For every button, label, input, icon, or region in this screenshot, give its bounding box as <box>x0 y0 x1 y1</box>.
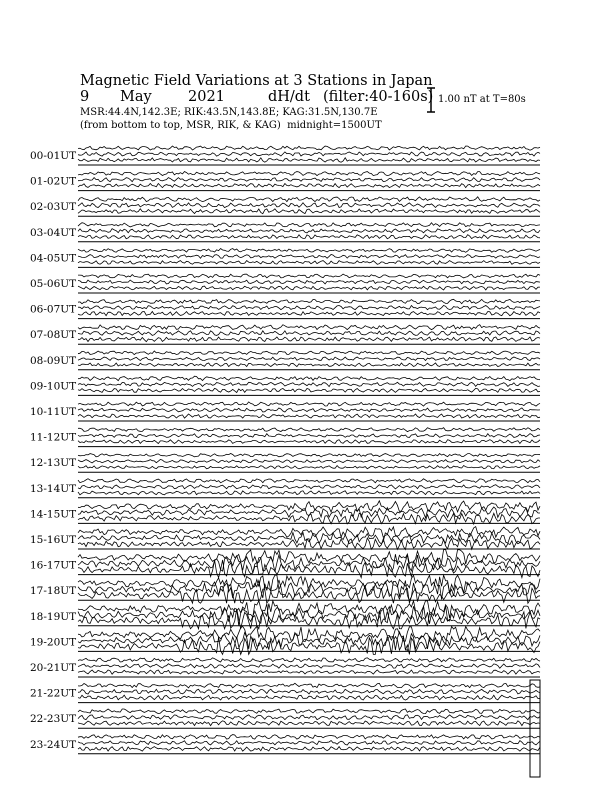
trace-RIK <box>78 715 540 720</box>
trace-RIK <box>78 408 540 412</box>
trace-RIK <box>78 280 540 284</box>
scale-bar-label: 1.00 nT at T=80s <box>438 94 526 105</box>
trace-MSR <box>78 747 540 752</box>
trace-KAG <box>78 658 540 662</box>
trace-MSR <box>78 158 540 162</box>
row-12-13UT <box>30 454 540 473</box>
trace-RIK <box>78 382 540 386</box>
filter-label: (filter:40-160s) <box>323 89 434 105</box>
trace-MSR <box>78 721 540 726</box>
row-13-14UT <box>30 479 540 498</box>
trace-RIK <box>78 357 540 361</box>
row-label: 01-02UT <box>30 175 77 188</box>
date-month: May <box>120 89 152 105</box>
trace-RIK <box>78 152 540 156</box>
row-label: 00-01UT <box>30 150 77 162</box>
row-label: 08-09UT <box>30 354 77 367</box>
trace-KAG <box>78 454 540 457</box>
trace-KAG <box>78 274 540 278</box>
row-16-17UT <box>30 550 540 578</box>
date-day: 9 <box>80 89 90 105</box>
trace-RIK <box>78 485 540 489</box>
row-label: 13-14UT <box>30 482 77 495</box>
row-20-21UT <box>30 658 540 677</box>
row-label: 16-17UT <box>30 559 77 572</box>
row-02-03UT <box>30 197 540 216</box>
trace-MSR <box>78 261 540 265</box>
row-15-16UT <box>30 527 540 550</box>
row-10-11UT <box>30 402 540 421</box>
trace-KAG <box>78 325 540 330</box>
trace-MSR <box>78 538 540 550</box>
row-label: 12-13UT <box>30 457 77 470</box>
trace-MSR <box>78 466 540 469</box>
row-label: 03-04UT <box>30 226 77 239</box>
trace-RIK <box>78 254 540 258</box>
trace-KAG <box>78 428 540 432</box>
station-coordinates: MSR:44.4N,142.3E; RIK:43.5N,143.8E; KAG:31.5N,130.7E <box>80 107 378 118</box>
trace-RIK <box>78 229 540 233</box>
row-label: 05-06UT <box>30 278 77 290</box>
trace-KAG <box>78 249 540 253</box>
trace-RIK <box>78 533 540 544</box>
trace-MSR <box>78 491 540 495</box>
trace-KAG <box>78 709 540 714</box>
trace-KAG <box>78 299 540 303</box>
trace-KAG <box>78 172 540 176</box>
row-00-01UT <box>30 146 540 165</box>
row-label: 07-08UT <box>30 329 77 342</box>
trace-RIK <box>78 306 540 310</box>
row-label: 11-12UT <box>30 431 77 444</box>
order-note-text: (from bottom to top, MSR, RIK, & KAG) <box>80 120 281 131</box>
trace-rows <box>30 146 540 754</box>
trace-MSR <box>78 440 540 444</box>
trace-MSR <box>78 209 540 214</box>
trace-KAG <box>78 223 540 227</box>
trace-MSR <box>78 414 540 418</box>
trace-KAG <box>78 402 540 406</box>
trace-RIK <box>78 741 540 746</box>
row-09-10UT <box>30 376 540 395</box>
trace-RIK <box>78 689 540 694</box>
row-label: 22-23UT <box>30 713 77 726</box>
quantity-label: dH/dt <box>268 89 310 105</box>
trace-MSR <box>78 695 540 700</box>
trace-RIK <box>78 664 540 668</box>
trace-MSR <box>78 670 540 674</box>
row-label: 23-24UT <box>30 738 77 751</box>
trace-KAG <box>78 479 540 483</box>
midnight-note: midnight=1500UT <box>287 120 382 131</box>
trace-RIK <box>78 434 540 438</box>
row-label: 18-19UT <box>30 610 77 623</box>
row-17-18UT <box>30 575 540 603</box>
trace-MSR <box>78 388 540 392</box>
row-label: 20-21UT <box>30 662 77 674</box>
row-06-07UT <box>30 299 540 318</box>
row-14-15UT <box>30 501 540 524</box>
trace-MSR <box>78 363 540 367</box>
row-label: 06-07UT <box>30 303 77 316</box>
scale-bar <box>427 88 435 112</box>
trace-KAG <box>78 351 540 355</box>
row-label: 02-03UT <box>30 201 77 214</box>
trace-MSR <box>78 513 540 524</box>
row-07-08UT <box>30 325 540 345</box>
trace-RIK <box>78 459 540 463</box>
row-11-12UT <box>30 428 540 447</box>
row-19-20UT <box>30 626 540 654</box>
row-01-02UT <box>30 172 540 191</box>
trace-RIK <box>78 331 540 336</box>
trace-KAG <box>78 575 540 594</box>
row-23-24UT <box>30 735 540 754</box>
trace-RIK <box>78 178 540 182</box>
trace-KAG <box>78 197 540 202</box>
trace-KAG <box>78 527 540 538</box>
row-label: 10-11UT <box>30 406 77 418</box>
row-18-19UT <box>30 601 540 629</box>
row-22-23UT <box>30 709 540 728</box>
trace-MSR <box>78 235 540 239</box>
row-label: 21-22UT <box>30 687 77 700</box>
row-08-09UT <box>30 351 540 370</box>
row-label: 14-15UT <box>30 508 77 521</box>
row-05-06UT <box>30 274 540 293</box>
row-04-05UT <box>30 249 540 268</box>
trace-MSR <box>78 286 540 290</box>
row-label: 17-18UT <box>30 585 77 598</box>
trace-RIK <box>78 203 540 208</box>
date-year: 2021 <box>188 89 225 105</box>
row-label: 19-20UT <box>30 636 77 649</box>
row-03-04UT <box>30 223 540 242</box>
row-label: 09-10UT <box>30 380 77 393</box>
trace-MSR <box>78 337 540 342</box>
row-21-22UT <box>30 683 540 702</box>
trace-KAG <box>78 683 540 688</box>
row-label: 15-16UT <box>30 534 77 546</box>
trace-KAG <box>78 376 540 380</box>
trace-KAG <box>78 735 540 740</box>
chart-title: Magnetic Field Variations at 3 Stations in Japan <box>80 73 433 89</box>
trace-MSR <box>78 184 540 188</box>
trace-MSR <box>78 312 540 316</box>
row-label: 04-05UT <box>30 252 77 265</box>
trace-KAG <box>78 146 540 150</box>
